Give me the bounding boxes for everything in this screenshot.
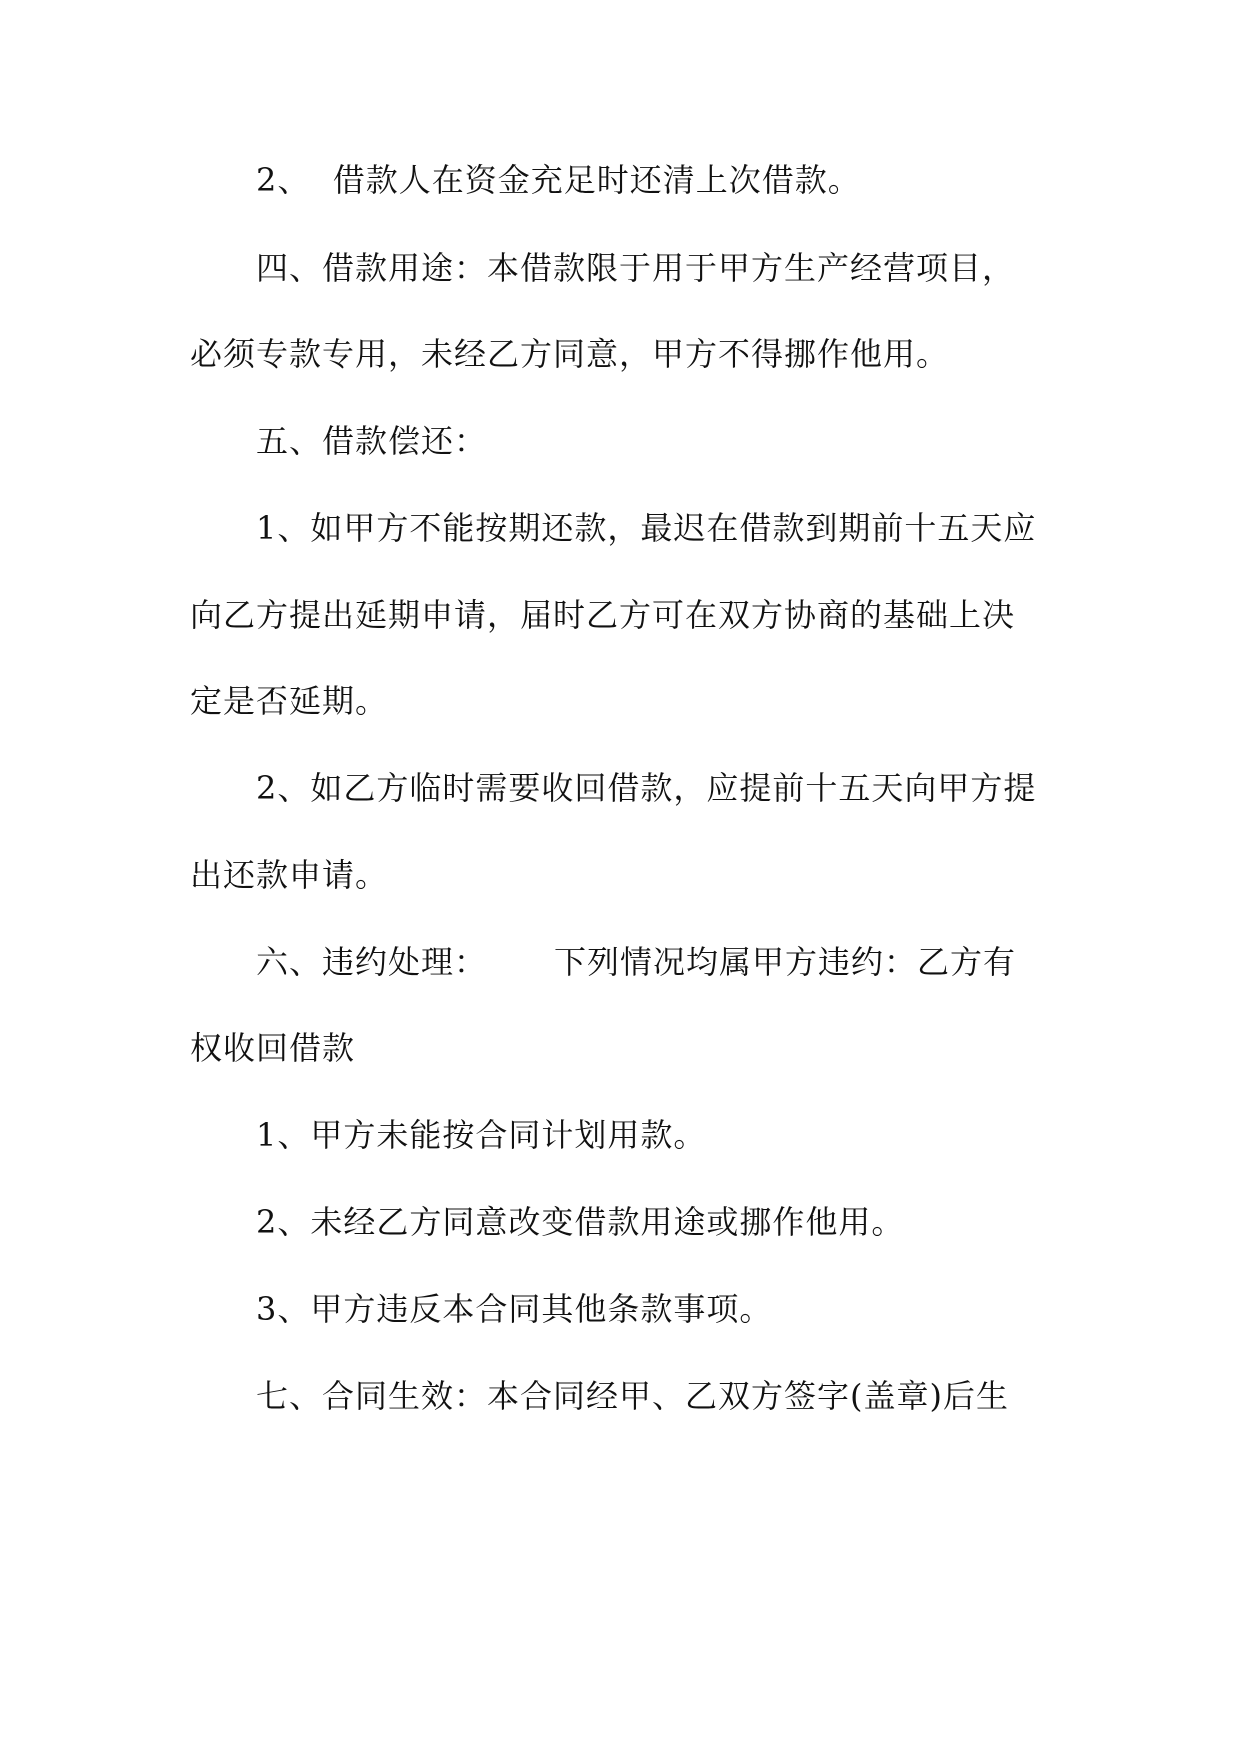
text-line: 2、 借款人在资金充足时还清上次借款。 [256, 161, 861, 199]
text-line: 四、借款用途：本借款限于用于甲方生产经营项目， [256, 249, 1016, 287]
text-line: 3、甲方违反本合同其他条款事项。 [256, 1290, 773, 1328]
text-line: 五、借款偿还： [256, 422, 488, 460]
text-line: 六、违约处理： 下列情况均属甲方违约：乙方有 [256, 943, 1017, 981]
text-line: 2、如乙方临时需要收回借款，应提前十五天向甲方提 [256, 769, 1037, 807]
text-line: 出还款申请。 [190, 856, 389, 894]
text-line: 定是否延期。 [190, 682, 389, 720]
text-line: 2、未经乙方同意改变借款用途或挪作他用。 [256, 1203, 905, 1241]
text-line: 权收回借款 [190, 1029, 356, 1067]
text-line: 七、合同生效：本合同经甲、乙双方签字(盖章)后生 [256, 1377, 1009, 1415]
text-line: 向乙方提出延期申请，届时乙方可在双方协商的基础上决 [190, 596, 1016, 634]
text-line: 1、如甲方不能按期还款，最迟在借款到期前十五天应 [256, 509, 1037, 547]
text-line: 必须专款专用，未经乙方同意，甲方不得挪作他用。 [190, 335, 950, 373]
text-line: 1、甲方未能按合同计划用款。 [256, 1116, 707, 1154]
